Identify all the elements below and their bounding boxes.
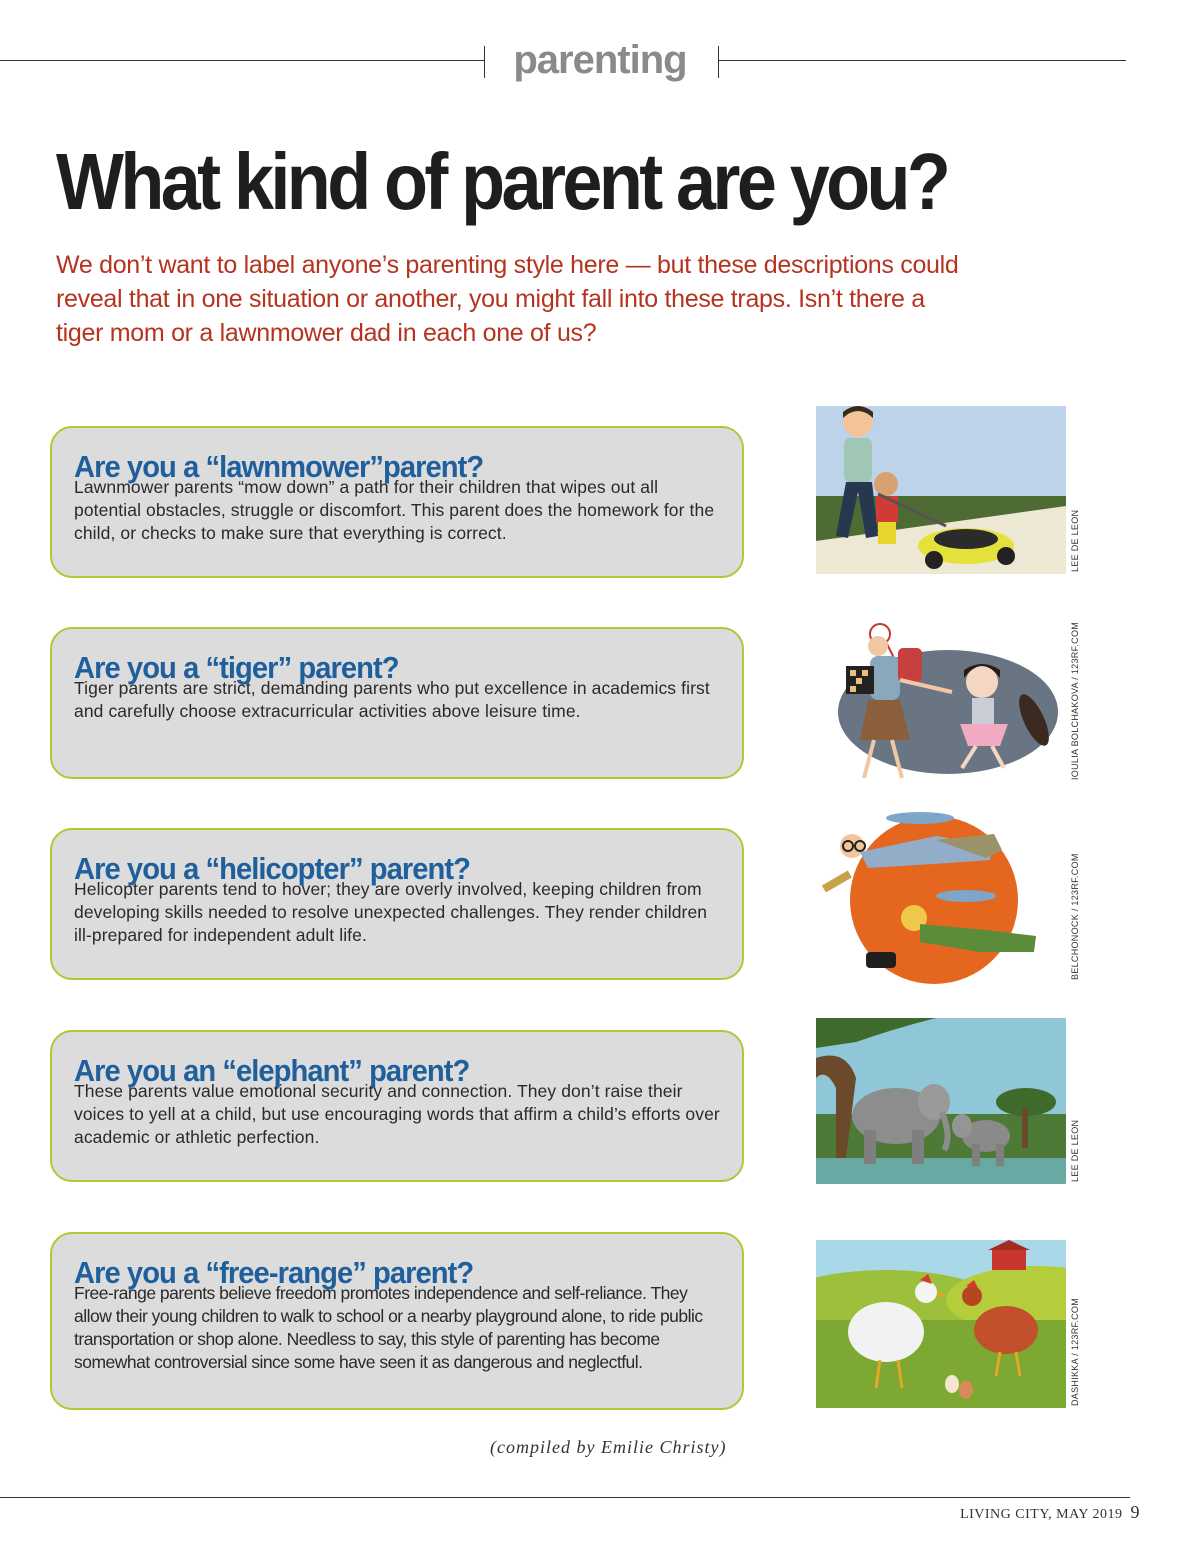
card-heading: Are you a “lawnmower”parent? <box>74 449 484 484</box>
page-number: 9 <box>1130 1502 1140 1522</box>
header-rule-left <box>0 60 484 61</box>
card-elephant <box>50 1030 744 1182</box>
elephant-illustration <box>816 1018 1066 1184</box>
photo-credit: BELCHONOCK / 123RF.COM <box>1070 853 1080 980</box>
footer <box>960 1502 1140 1523</box>
tiger-illustration <box>830 600 1066 784</box>
page-title: What kind of parent are you? <box>56 137 948 226</box>
card-tiger <box>50 627 744 779</box>
card-body: Helicopter parents tend to hover; they are overly involved, keeping children from developing skills needed to resolve unexpected challenges. They render children ill-prepared for independent adult life. <box>74 879 708 945</box>
free-range-illustration <box>816 1240 1066 1408</box>
card-body: Lawnmower parents “mow down” a path for their children that wipes out all potential obstacles, struggle or discomfort. This parent does the homework for the child, or checks to make sure that everything is correct. <box>74 477 715 543</box>
photo-credit: IOULIA BOLCHAKOVA / 123RF.COM <box>1070 621 1080 780</box>
section-label: parenting <box>513 38 687 82</box>
header-tick-left <box>484 46 485 78</box>
publication-name: LIVING CITY, MAY 2019 <box>960 1507 1123 1522</box>
card-helicopter <box>50 828 744 980</box>
card-free-range <box>50 1232 744 1410</box>
card-body: Free-range parents believe freedom promotes independence and self-reliance. They allow their young children to walk to school or a nearby playground alone, to ride public transportation or shop alone. Needless to say, this style of parenting has become somewhat controversial since some have seen it as dangerous and neglectful. <box>74 1283 703 1372</box>
photo-credit: DASHIKKA / 123RF.COM <box>1070 1297 1080 1406</box>
photo-credit: LEE DE LEON <box>1070 509 1080 572</box>
card-heading: Are you a “helicopter” parent? <box>74 851 471 886</box>
card-body: These parents value emotional security and connection. They don’t raise their voices to yell at a child, but use encouraging words that affirm a child’s efforts over academic or athletic perfection. <box>74 1081 720 1147</box>
card-heading: Are you an “elephant” parent? <box>74 1053 470 1088</box>
card-body: Tiger parents are strict, demanding parents who put excellence in academics first and carefully choose extracurricular activities above leisure time. <box>74 678 710 721</box>
lawnmower-illustration <box>816 406 1066 574</box>
header-tick-right <box>718 46 719 78</box>
intro-text: We don’t want to label anyone’s parenting style here — but these descriptions could reveal that in one situation or another, you might fall into these traps. Isn’t there a tiger mom or a lawnmower dad in each one of us? <box>56 251 959 347</box>
compiled-by: (compiled by Emilie Christy) <box>490 1437 727 1457</box>
card-lawnmower <box>50 426 744 578</box>
footer-rule <box>0 1497 1130 1498</box>
card-heading: Are you a “tiger” parent? <box>74 650 399 685</box>
card-heading: Are you a “free-range” parent? <box>74 1255 474 1290</box>
header-rule-right <box>718 60 1126 61</box>
helicopter-illustration <box>816 812 1066 984</box>
photo-credit: LEE DE LEON <box>1070 1119 1080 1182</box>
